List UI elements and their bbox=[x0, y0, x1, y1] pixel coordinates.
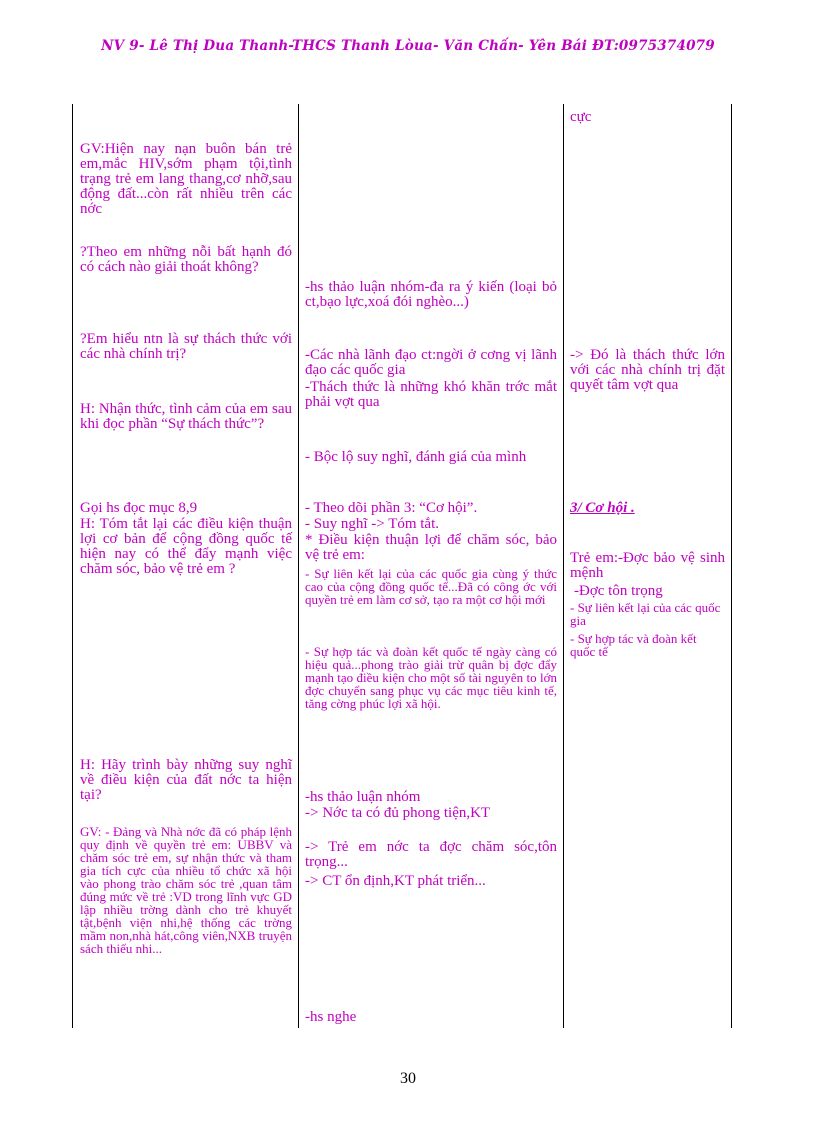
col3-link: - Sự liên kết lại của các quốc gia bbox=[570, 600, 721, 628]
hs-listen: -hs nghe bbox=[305, 1009, 357, 1025]
reveal-thoughts: - Bộc lộ suy nghĩ, đánh giá của mình bbox=[305, 449, 527, 465]
col3-coop: - Sự hợp tác và đoàn kết quốc tế bbox=[570, 631, 697, 659]
conditions-title: * Điều kiện thuận lợi để chăm sóc, bảo vệ trẻ em: bbox=[305, 532, 557, 563]
question-summary: H: Tóm tắt lại các điều kiện thuận lợi cơ bản để cộng đồng quốc tế hiện nay có thể đẩy mạnh việc chăm sóc, bảo vệ trẻ em ? bbox=[80, 516, 292, 577]
condition-2: - Sự hợp tác và đoàn kết quốc tế ngày càng có hiệu quả...phong trào giải trừ quân bị đợc đẩy mạnh tạo điều kiện cho một số tài nguyên to lớn đợc chuyển sang phục vụ các mục tiêu kinh tế, tăng cờng phúc lợi xã hội. bbox=[305, 644, 557, 711]
condition-1: - Sự liên kết lại của các quốc gia cùng ý thức cao của cộng đồng quốc tế...Đã có công ớc với quyền trẻ em làm cơ sở, tạo ra một cơ hội mới bbox=[305, 566, 557, 607]
read-task: Gọi hs đọc mục 8,9 bbox=[80, 500, 198, 516]
section-heading-co-hoi: 3/ Cơ hội . bbox=[570, 500, 635, 516]
gv-party-note: GV: - Đảng và Nhà nớc đã có pháp lệnh quy định về quyền trẻ em: UBBV và chăm sóc trẻ em, sự nhận thức và tham gia tích cực của nhiều tổ chức xã hội vào phong trào chăm sóc trẻ ,quan tâm đúng mức về trẻ :VD trong lĩnh vực GD lập nhiều trờng dành cho trẻ khuyết tật,bệnh viện nhi,hệ thống các trờng mầm non,nhà hát,công viên,NXB truyện sách thiếu nhi... bbox=[80, 824, 292, 956]
answer-3: -> CT ổn định,KT phát triển... bbox=[305, 873, 486, 889]
col3-children: Trẻ em:-Đợc bảo vệ sinh mệnh bbox=[570, 550, 725, 581]
hs-discuss-2: -hs thảo luận nhóm bbox=[305, 789, 421, 805]
question-feeling: H: Nhận thức, tình cảm của em sau khi đọc phần “Sự thách thức”? bbox=[80, 401, 292, 432]
table-border-left bbox=[72, 104, 73, 1028]
table-border-col1 bbox=[298, 104, 299, 1028]
question-challenge: ?Em hiểu ntn là sự thách thức với các nhà chính trị? bbox=[80, 331, 292, 362]
page-header: NV 9- Lê Thị Dua Thanh-THCS Thanh Lòua- Văn Chấn- Yên Bái ĐT:0975374079 bbox=[101, 38, 715, 54]
answer-2: -> Trẻ em nớc ta đợc chăm sóc,tôn trọng... bbox=[305, 839, 557, 870]
hs-discuss: -hs thảo luận nhóm-đa ra ý kiến (loại bỏ ct,bạo lực,xoá đói nghèo...) bbox=[305, 279, 557, 310]
col3-challenge: -> Đó là thách thức lớn với các nhà chính trị đặt quyết tâm vợt qua bbox=[570, 347, 725, 393]
gv-intro: GV:Hiện nay nạn buôn bán trẻ em,mắc HIV,sớm phạm tội,tình trạng trẻ em lang thang,cơ nhỡ,sau động đất...còn rất nhiều trên các nớc bbox=[80, 141, 292, 217]
answer-1: -> Nớc ta có đủ phong tiện,KT bbox=[305, 805, 491, 821]
question-country: H: Hãy trình bày những suy nghĩ về điều kiện của đất nớc ta hiện tại? bbox=[80, 757, 292, 803]
page-number: 30 bbox=[400, 1070, 416, 1087]
table-border-right bbox=[731, 104, 732, 1028]
think-summary: - Suy nghĩ -> Tóm tắt. bbox=[305, 516, 440, 532]
question-escape: ?Theo em những nỗi bất hạnh đó có cách nào giải thoát không? bbox=[80, 244, 292, 275]
table-border-col2 bbox=[563, 104, 564, 1028]
col3-respect: -Đợc tôn trọng bbox=[574, 583, 663, 599]
col3-top: cực bbox=[570, 109, 592, 125]
challenge-definition: -Thách thức là những khó khăn trớc mắt phải vợt qua bbox=[305, 379, 557, 410]
leaders-definition: -Các nhà lãnh đạo ct:ngời ở cơng vị lãnh đạo các quốc gia bbox=[305, 347, 557, 378]
follow-part: - Theo dõi phần 3: “Cơ hội”. bbox=[305, 500, 478, 516]
